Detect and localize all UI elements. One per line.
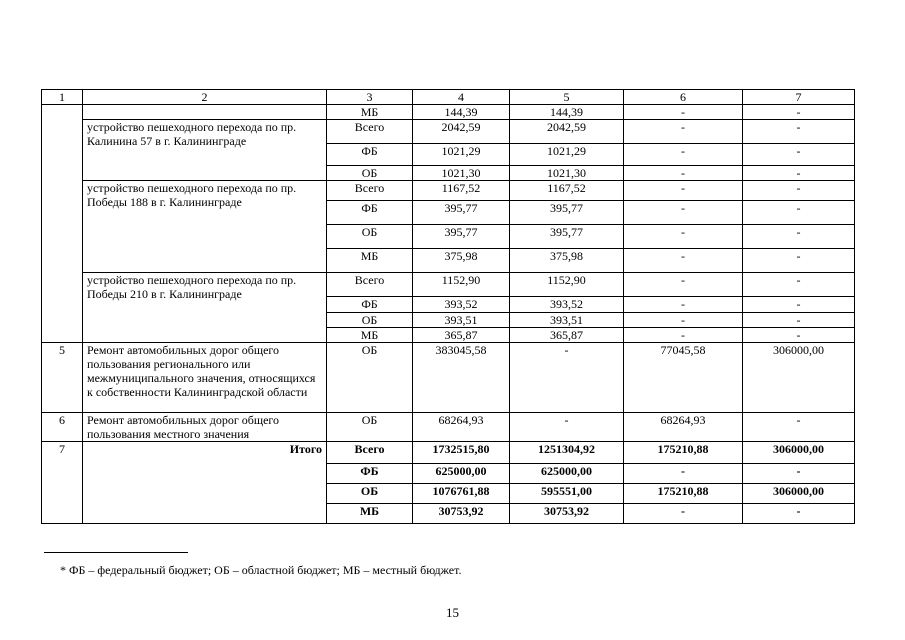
amount-cell: 2042,59 [510, 120, 624, 144]
budget-type-cell: Всего [327, 120, 413, 144]
amount-cell: 625000,00 [510, 464, 624, 484]
amount-cell: 30753,92 [413, 504, 510, 524]
budget-type-cell: ФБ [327, 144, 413, 166]
amount-cell: - [743, 297, 855, 313]
budget-type-cell: Всего [327, 181, 413, 201]
amount-cell: 383045,58 [413, 343, 510, 413]
amount-cell: 595551,00 [510, 484, 624, 504]
amount-cell: 1152,90 [413, 273, 510, 297]
amount-cell: 2042,59 [413, 120, 510, 144]
table-row [42, 442, 855, 464]
amount-cell: 365,87 [510, 328, 624, 343]
amount-cell: 1021,30 [413, 166, 510, 181]
amount-cell: 393,51 [413, 313, 510, 328]
budget-type-cell: МБ [327, 328, 413, 343]
amount-cell: 1021,30 [510, 166, 624, 181]
table-row [42, 413, 855, 442]
amount-cell: 144,39 [413, 105, 510, 120]
budget-type-cell: ОБ [327, 484, 413, 504]
budget-table [41, 89, 855, 524]
table-body [42, 90, 855, 524]
amount-cell: 175210,88 [624, 442, 743, 464]
item-description: Ремонт автомобильных дорог общего пользования регионального или межмуниципального значения, относящихся к собственности Калининградской области [83, 343, 327, 413]
budget-type-cell: МБ [327, 249, 413, 273]
budget-type-cell: Всего [327, 442, 413, 464]
footnote: * ФБ – федеральный бюджет; ОБ – областной бюджет; МБ – местный бюджет. [60, 563, 462, 577]
amount-cell: - [624, 120, 743, 144]
header-cell: 3 [327, 90, 413, 105]
amount-cell: 68264,93 [413, 413, 510, 442]
amount-cell: 1167,52 [413, 181, 510, 201]
item-number-cell: 5 [42, 343, 83, 413]
amount-cell: - [624, 464, 743, 484]
total-label: Итого [83, 442, 327, 524]
amount-cell: 625000,00 [413, 464, 510, 484]
header-row [42, 90, 855, 105]
amount-cell: 1076761,88 [413, 484, 510, 504]
budget-type-cell: ОБ [327, 343, 413, 413]
table-row [42, 120, 855, 144]
amount-cell: - [743, 120, 855, 144]
amount-cell: 395,77 [413, 201, 510, 225]
amount-cell: - [743, 413, 855, 442]
header-cell: 1 [42, 90, 83, 105]
amount-cell: 375,98 [510, 249, 624, 273]
budget-type-cell: ОБ [327, 225, 413, 249]
item-number-cell: 7 [42, 442, 83, 524]
budget-type-cell: ФБ [327, 201, 413, 225]
header-cell: 2 [83, 90, 327, 105]
amount-cell: 306000,00 [743, 484, 855, 504]
amount-cell: - [624, 273, 743, 297]
amount-cell: - [743, 166, 855, 181]
amount-cell: - [743, 105, 855, 120]
amount-cell: 1021,29 [413, 144, 510, 166]
amount-cell: - [624, 313, 743, 328]
amount-cell: - [624, 249, 743, 273]
amount-cell: - [743, 181, 855, 201]
amount-cell: - [510, 413, 624, 442]
amount-cell: - [743, 225, 855, 249]
amount-cell: - [624, 225, 743, 249]
budget-type-cell: ФБ [327, 297, 413, 313]
amount-cell: - [743, 504, 855, 524]
item-description [83, 105, 327, 120]
header-cell: 4 [413, 90, 510, 105]
amount-cell: 306000,00 [743, 442, 855, 464]
amount-cell: 30753,92 [510, 504, 624, 524]
budget-type-cell: ОБ [327, 313, 413, 328]
amount-cell: - [624, 181, 743, 201]
amount-cell: - [743, 313, 855, 328]
item-description: устройство пешеходного перехода по пр. Победы 210 в г. Калининграде [83, 273, 327, 343]
header-cell: 5 [510, 90, 624, 105]
amount-cell: - [624, 504, 743, 524]
budget-type-cell: МБ [327, 105, 413, 120]
amount-cell: 144,39 [510, 105, 624, 120]
amount-cell: 393,52 [510, 297, 624, 313]
amount-cell: 395,77 [413, 225, 510, 249]
page-number: 15 [446, 605, 459, 620]
amount-cell: 393,51 [510, 313, 624, 328]
item-description: Ремонт автомобильных дорог общего пользования местного значения [83, 413, 327, 442]
header-cell: 7 [743, 90, 855, 105]
amount-cell: 393,52 [413, 297, 510, 313]
amount-cell: - [743, 328, 855, 343]
amount-cell: 1732515,80 [413, 442, 510, 464]
amount-cell: 375,98 [413, 249, 510, 273]
item-description: устройство пешеходного перехода по пр. Калинина 57 в г. Калининграде [83, 120, 327, 181]
amount-cell: - [624, 166, 743, 181]
amount-cell: 1251304,92 [510, 442, 624, 464]
table-row [42, 105, 855, 120]
item-number-cell: 6 [42, 413, 83, 442]
amount-cell: 1152,90 [510, 273, 624, 297]
budget-type-cell: Всего [327, 273, 413, 297]
amount-cell: 395,77 [510, 225, 624, 249]
amount-cell: - [743, 273, 855, 297]
amount-cell: - [743, 201, 855, 225]
header-cell: 6 [624, 90, 743, 105]
amount-cell: - [624, 144, 743, 166]
amount-cell: - [624, 201, 743, 225]
item-description: устройство пешеходного перехода по пр. Победы 188 в г. Калининграде [83, 181, 327, 273]
budget-type-cell: ОБ [327, 413, 413, 442]
amount-cell: - [743, 464, 855, 484]
amount-cell: - [624, 297, 743, 313]
table-row [42, 343, 855, 413]
amount-cell: 395,77 [510, 201, 624, 225]
amount-cell: - [624, 105, 743, 120]
amount-cell: - [624, 328, 743, 343]
amount-cell: 1021,29 [510, 144, 624, 166]
footnote-rule [44, 552, 188, 553]
amount-cell: 77045,58 [624, 343, 743, 413]
amount-cell: 175210,88 [624, 484, 743, 504]
amount-cell: - [510, 343, 624, 413]
budget-type-cell: МБ [327, 504, 413, 524]
amount-cell: 365,87 [413, 328, 510, 343]
amount-cell: - [743, 144, 855, 166]
amount-cell: 68264,93 [624, 413, 743, 442]
amount-cell: 1167,52 [510, 181, 624, 201]
budget-type-cell: ФБ [327, 464, 413, 484]
amount-cell: 306000,00 [743, 343, 855, 413]
table-row [42, 181, 855, 201]
budget-type-cell: ОБ [327, 166, 413, 181]
table-row [42, 273, 855, 297]
item-number-cell [42, 105, 83, 343]
amount-cell: - [743, 249, 855, 273]
